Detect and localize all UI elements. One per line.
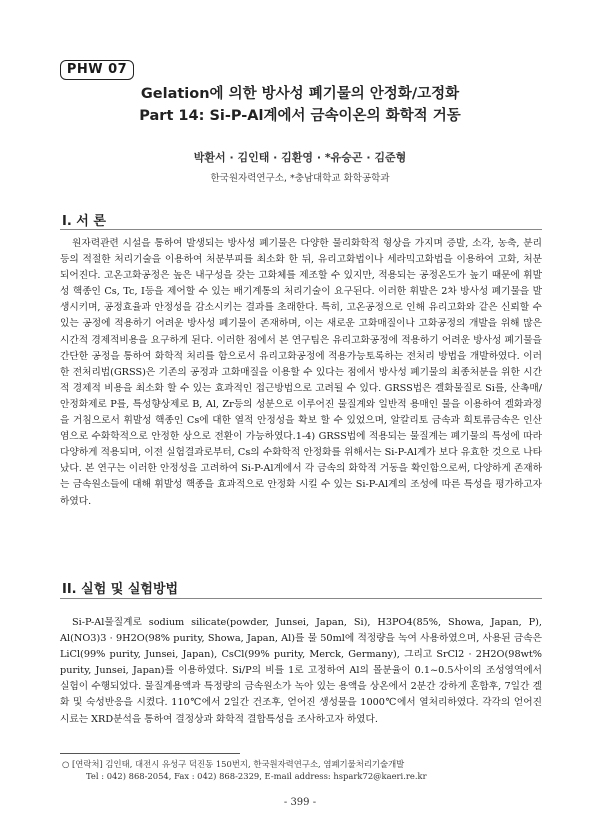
affiliation: 한국원자력연구소, *충남대학교 화학공학과 <box>210 173 390 184</box>
footnote-contact-details: Tel : 042) 868-2054, Fax : 042) 868-2329, E-mail address: hspark72@kaeri.re.kr <box>86 771 427 781</box>
author-list: 박환서 · 김인태 · 김환영 · *유승곤 · 김준형 <box>193 151 407 164</box>
section-heading-methods: II. 실험 및 실험방법 <box>62 582 179 597</box>
footnote-divider <box>60 753 240 754</box>
footnote-contact: ○ [연락처] 김인태, 대전시 유성구 덕진동 150번지, 한국원자력연구소, 염폐기물처리기술개발 <box>62 759 405 769</box>
introduction-paragraph: 원자력관련 시설을 통하여 발생되는 방사성 폐기물은 다양한 물리화학적 형상을 가지며 증발, 소각, 농축, 분리 등의 적절한 처리기술을 이용하여 처분부피를 최소화 한 뒤, 유리고화법이나 세라믹고화법을 이용하여 고화, 처분되어진다. 고온고화공정은 높은 내구성을 갖는 고화체를 제조할 수 있지만, 적용되는 공정온도가 높기 때문에 휘발성 핵종인 Cs, Tc, I등을 제어할 수 있는 배기계통의 처리기술이 요구된다. 이러한 휘발은 2차 방사성 폐기물을 발생시키며, 공정효율과 안정성을 감소시키는 결과를 초래한다. 특히, 고온공정으로 인해 유리고화와 같은 신뢰할 수 있는 공정에 적용하기 어려운 방사성 폐기물이 존재하며, 이는 새로운 고화매질이나 고화공정의 개발을 위해 많은 시간적 경제적비용을 요구하게 된다. 이러한 점에서 본 연구팀은 유리고화공정에 적용하기 어려운 방사성 폐기물을 간단한 공정을 통하여 화학적 처리를 함으로서 유리고화공정에 적용가능토록하는 전처리 방법을 개발하였다. 이러한 전처리법(GRSS)은 기존의 공정과 고화매질을 이용할 수 있다는 점에서 방사성 폐기물의 최종처분을 위한 시간적 경제적 비용을 최소화 할 수 있는 효과적인 접근방법으로 고려될 수 있다. GRSS법은 겔화물질로 Si를, 산촉매/안정화제로 P를, 특성향상제로 B, Al, Zr등의 성분으로 이루어진 물질계와 일반적 용매인 물을 이용하여 겔화과정을 거침으로서 휘발성 핵종인 Cs에 대한 열적 안정성을 확보 할 수 있었으며, 알칼리토 금속과 희토류금속은 인산염으로 수화학적으로 안정한 상으로 전환이 가능하였다.1-4) GRSS법에 적용되는 물질계는 폐기물의 특성에 따라 다양하게 적용되며, 이전 실험결과로부터, Cs의 수화학적 안정화를 위해서는 Si-P-Al계가 보다 유효한 것으로 나타났다. 본 연구는 이러한 안정성을 고려하여 Si-P-Al계에서 각 금속의 화학적 거동을 확인함으로써, 다양하게 존재하는 금속원소들에 대해 휘발성 핵종을 효과적으로 안정화 시킬 수 있는 Si-P-Al계의 조성에 따른 특성을 평가하고자 하였다. <box>60 238 542 507</box>
paper-title-line2: Part 14: Si-P-Al계에서 금속이온의 화학적 거동 <box>139 108 461 124</box>
section-heading-introduction: I. 서 론 <box>62 214 106 229</box>
paper-title-line1: Gelation에 의한 방사성 폐기물의 안정화/고정화 <box>140 86 460 102</box>
page-number: - 399 - <box>283 797 317 808</box>
section-divider <box>60 229 542 230</box>
session-code-badge: PHW 07 <box>60 60 134 80</box>
section-divider <box>60 598 542 599</box>
methods-paragraph: Si-P-Al물질계로 sodium silicate(powder, Junsei, Japan, Si), H3PO4(85%, Showa, Japan, P), Al(NO3)3 · 9H2O(98% purity, Showa, Japan, Al)를 물 50ml에 적정량을 녹여 사용하였으며, 사용된 금속은 LiCl(99% purity, Junsei, Japan), CsCl(99% purity, Merck, Germany), 그리고 SrCl2 · 2H2O(98wt% purity, Junsei, Japan)를 이용하였다. Si/P의 비를 1로 고정하여 Al의 몰분율이 0.1~0.5사이의 조성영역에서 실험이 수행되었다. 물질계용액과 특정량의 금속원소가 녹아 있는 용액을 상온에서 2분간 강하게 혼합후, 7일간 겔화 및 숙성반응을 시켰다. 110℃에서 2일간 건조후, 얻어진 생성물을 1000℃에서 열처리하였다. 각각의 얻어진 시료는 XRD분석을 통하여 결정상과 화학적 결합특성을 조사하고자 하였다. <box>60 617 542 725</box>
